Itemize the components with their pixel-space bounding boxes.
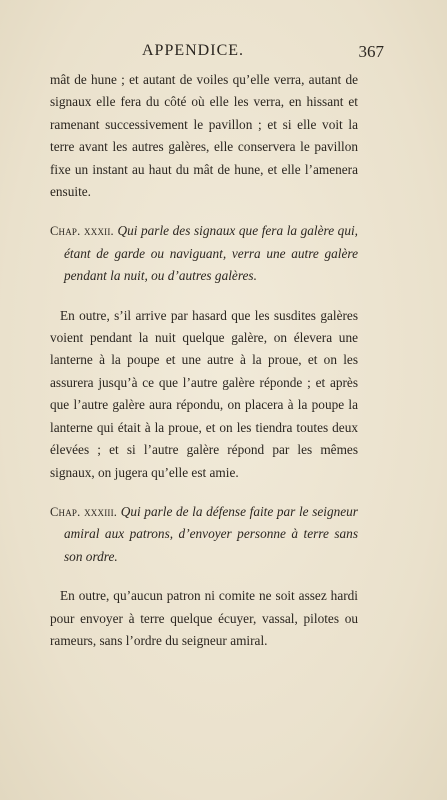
running-title: APPENDICE. xyxy=(142,42,245,59)
chapter-label-33: Chap. xxxiii. xyxy=(50,504,118,519)
page-header xyxy=(64,42,384,64)
chapter-label-32: Chap. xxxii. xyxy=(50,224,114,239)
body-text xyxy=(50,69,358,669)
chapter-heading-33 xyxy=(50,501,358,568)
chapter-title-32: Qui parle des signaux que fera la galère qui, étant de garde ou naviguant, verra une autre galère pendant la nuit, ou d’autres galères. xyxy=(64,223,358,284)
chapter-title-33: Qui parle de la défense faite par le seigneur amiral aux patrons, d’envoyer personne à terre sans son ordre. xyxy=(64,503,358,564)
paragraph-prohibition: En outre, qu’aucun patron ni comite ne soit assez hardi pour envoyer à terre quelque écuyer, vassal, pilotes ou rameurs, sans l’ordre du seigneur amiral. xyxy=(50,588,358,648)
page-number: 367 xyxy=(358,42,384,61)
paragraph-signals: En outre, s’il arrive par hasard que les susdites galères voient pendant la nuit quelque galère, on élevera une lanterne à la poupe et une autre à la proue, et on les assurera jusqu’à ce que l’autre galère réponde ; et après que l’autre galère aura répondu, on placera à la poupe la lanterne qui était à la proue, et on les tiendra toutes deux élevées ; et si l’autre galère répond par les mêmes signaux, on jugera qu’elle est amie. xyxy=(50,307,358,480)
paragraph-continuation: mât de hune ; et autant de voiles qu’elle verra, autant de signaux elle fera du côté où elle les verra, en hissant et ramenant successivement le pavillon ; et si elle voit la terre avant les autres galères, elle conservera le pavillon fixe un instant au haut du mât de hune, et elle l’amenera ensuite. xyxy=(50,72,358,200)
chapter-heading-32 xyxy=(50,220,358,287)
